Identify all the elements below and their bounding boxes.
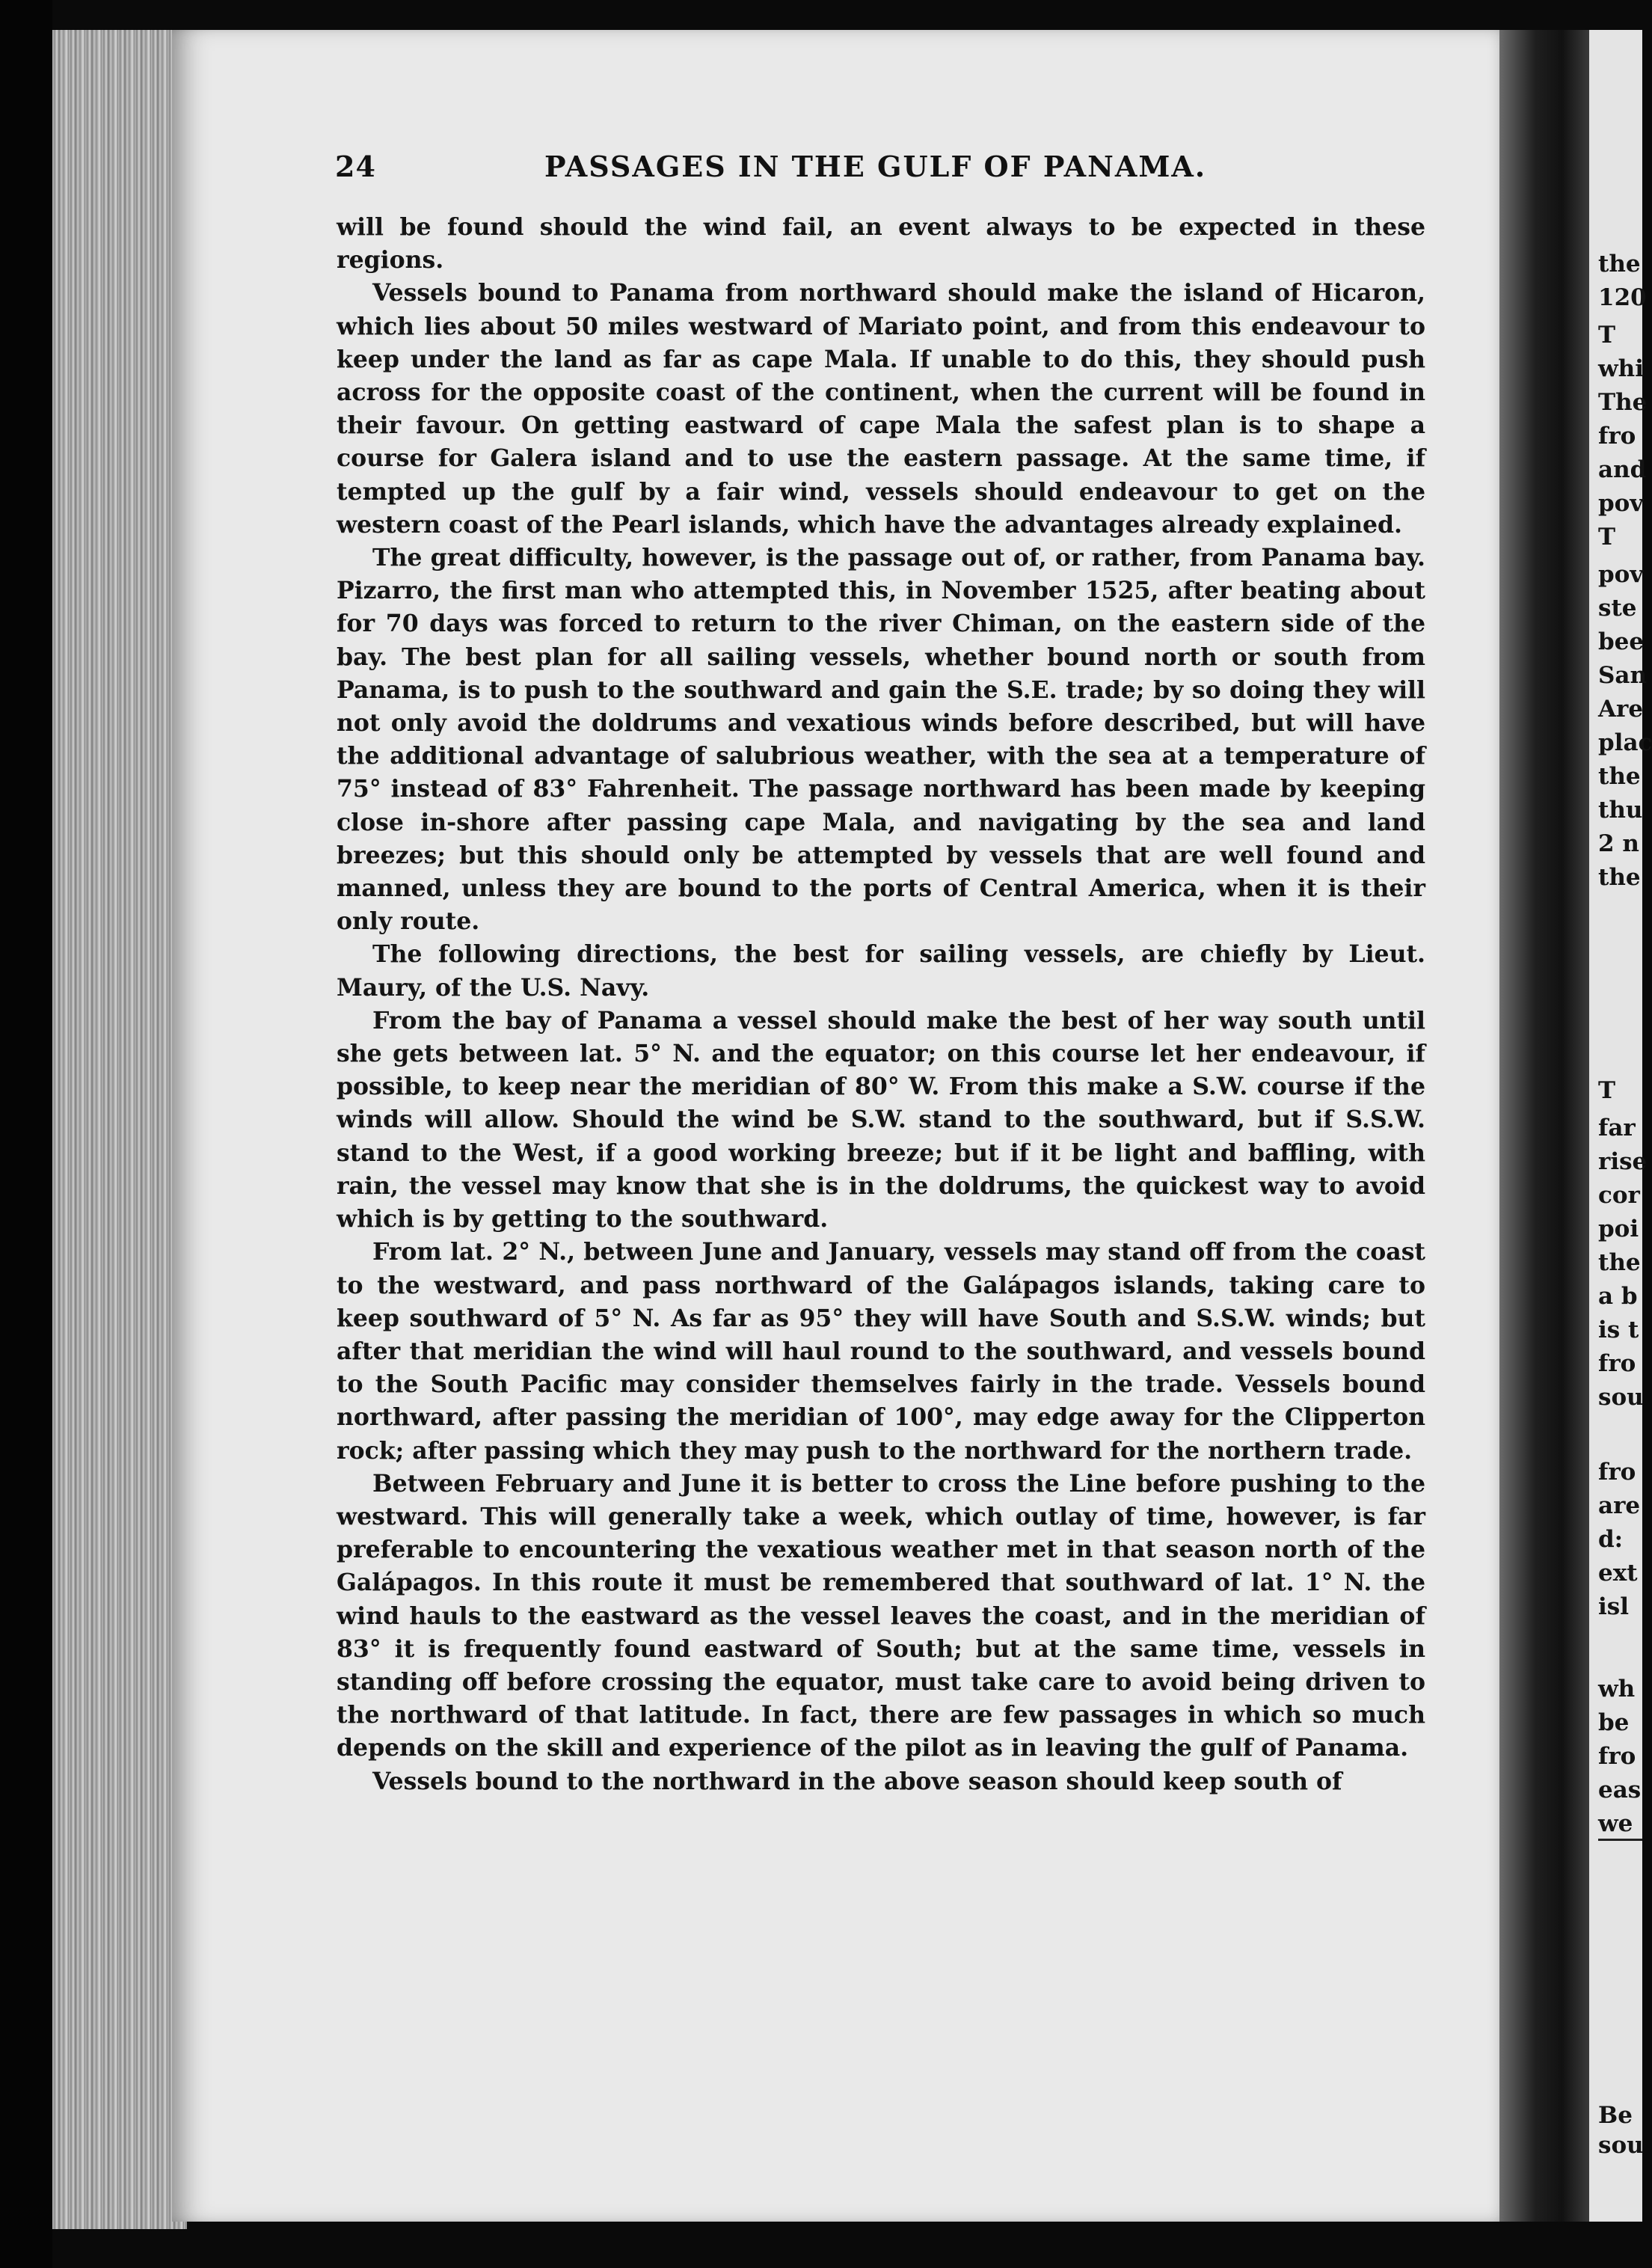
facing-page-fragment: 2 n bbox=[1598, 830, 1639, 857]
paragraph: Vessels bound to Panama from northward should make the island of Hicaron, which lies about 50 miles westward of Mariato point, and from this endeavour to keep under the land as far as cape Mala. If unable to do this, they should push across for the opposite coast of the continent, when the current will be found in their favour. On getting eastward of cape Mala the safest plan is to shape a course for Galera island and to use the eastern passage. At the same time, if tempted up the gulf by a fair wind, vessels should endeavour to get on the western coast of the Pearl islands, which have the advantages already explained. bbox=[337, 279, 1425, 539]
facing-page-fragment: ext bbox=[1598, 1560, 1638, 1587]
facing-page-fragment: isl bbox=[1598, 1593, 1630, 1620]
facing-page-fragment: the bbox=[1598, 251, 1641, 278]
paragraph: Between February and June it is better to cross the Line before pushing to the westward. This will generally take a week, which outlay of time, however, is far preferable to encountering the vexatious weather met in that season north of the Galápagos. In this route it must be remembered that southward of lat. 1° N. the wind hauls to the eastward as the vessel leaves the coast, and in the meridian of 83° it is frequently found eastward of South; but at the same time, vessels in standing off before crossing the equator, must take care to avoid being driven to the northward of that latitude. In fact, there are few passages in which so much depends on the skill and experience of the pilot as in leaving the gulf of Panama. bbox=[337, 1469, 1425, 1762]
facing-page-fragment: The bbox=[1598, 389, 1648, 416]
book-gutter bbox=[1499, 30, 1589, 2222]
paragraph: The following directions, the best for sailing vessels, are chiefly by Lieut. Maury, of the U.S. Navy. bbox=[337, 940, 1425, 1002]
facing-page-fragment: pov bbox=[1598, 490, 1644, 517]
facing-page-fragment: we bbox=[1598, 1810, 1633, 1837]
facing-page-fragment: the bbox=[1598, 763, 1641, 790]
facing-page-fragment: and bbox=[1598, 456, 1647, 483]
facing-page-fragment: pov bbox=[1598, 561, 1644, 588]
facing-page-fragment: sou bbox=[1598, 2132, 1644, 2159]
facing-page-fragment: Be bbox=[1598, 2102, 1633, 2129]
facing-page-fragment: rise bbox=[1598, 1148, 1648, 1175]
facing-page-fragment: plac bbox=[1598, 729, 1652, 756]
facing-page-fragment: be bbox=[1598, 1709, 1630, 1736]
facing-page-fragment: sou bbox=[1598, 1384, 1644, 1411]
page-number: 24 bbox=[335, 150, 376, 183]
facing-page-fragment: fro bbox=[1598, 1743, 1636, 1770]
facing-page-fragment: Are bbox=[1598, 696, 1644, 723]
paragraph: From the bay of Panama a vessel should make the best of her way south until she gets between lat. 5° N. and the equator; on this course let her endeavour, if possible, to keep near the meridian of 80° W. From this make a S.W. course if the winds will allow. Should the wind be S.W. stand to the southward, but if S.S.W. stand to the West, if a good working breeze; but if it be light and baffling, with rain, the vessel may know that she is in the doldrums, the quickest way to avoid which is by getting to the southward. bbox=[337, 1006, 1425, 1233]
facing-page-fragment: T bbox=[1598, 524, 1616, 551]
facing-page-fragment: T bbox=[1598, 1077, 1616, 1104]
facing-page-fragment: fro bbox=[1598, 423, 1636, 450]
page-title: PASSAGES IN THE GULF OF PANAMA. bbox=[544, 150, 1207, 183]
facing-page-fragment: eas bbox=[1598, 1777, 1642, 1803]
facing-page-fragment: a b bbox=[1598, 1283, 1638, 1310]
facing-page-fragment: the bbox=[1598, 1249, 1641, 1276]
paragraph: From lat. 2° N., between June and January, vessels may stand off from the coast to the westward, and pass northward of the Galápagos islands, taking care to keep southward of 5° N. As far as 95° they will have South and S.S.W. winds; but after that meridian the wind will haul round to the southward, and vessels bound to the South Pacific may consider themselves fairly in the trade. Vessels bound northward, after passing the meridian of 100°, may edge away for the Clipperton rock; after passing which they may push to the northward for the northern trade. bbox=[337, 1238, 1425, 1465]
facing-page-fragment: San bbox=[1598, 662, 1648, 689]
facing-page-fragment: bee bbox=[1598, 628, 1645, 655]
facing-page-fragment: the bbox=[1598, 864, 1641, 891]
facing-page-fragment: poi bbox=[1598, 1216, 1639, 1242]
body-text bbox=[337, 211, 1425, 1798]
facing-page-fragment: is t bbox=[1598, 1317, 1639, 1343]
running-head bbox=[335, 150, 1427, 187]
facing-page-fragment: far bbox=[1598, 1115, 1636, 1141]
facing-page-fragment: thu bbox=[1598, 797, 1643, 824]
facing-page-rule bbox=[1598, 1839, 1642, 1841]
facing-page-fragment: fro bbox=[1598, 1459, 1636, 1486]
facing-page-fragment: are bbox=[1598, 1492, 1641, 1519]
page-stack-edge bbox=[52, 30, 187, 2229]
facing-page-fragment: T bbox=[1598, 322, 1616, 349]
facing-page-edge bbox=[1589, 30, 1652, 2222]
facing-page-fragment: wh bbox=[1598, 1676, 1636, 1702]
facing-page-fragment: fro bbox=[1598, 1350, 1636, 1377]
paragraph: The great difficulty, however, is the passage out of, or rather, from Panama bay. Pizarro, the first man who attempted this, in November 1525, after beating about for 70 days was forced to return to the river Chiman, on the eastern side of the bay. The best plan for all sailing vessels, whether bound north or south from Panama, is to push to the southward and gain the S.E. trade; by so doing they will not only avoid the doldrums and vexatious winds before described, but will have the additional advantage of salubrious weather, with the sea at a temperature of 75° instead of 83° Fahrenheit. The passage northward has been made by keeping close in-shore after passing cape Mala, and navigating by the sea and land breezes; but this should only be attempted by vessels that are well found and manned, unless they are bound to the ports of Central America, when it is their only route. bbox=[337, 544, 1425, 936]
facing-page-fragment: 120 bbox=[1598, 284, 1647, 311]
facing-page-fragment: cor bbox=[1598, 1182, 1640, 1209]
paragraph: Vessels bound to the northward in the above season should keep south of bbox=[372, 1767, 1342, 1795]
paragraph: will be found should the wind fail, an event always to be expected in these regions. bbox=[337, 213, 1425, 275]
facing-page-fragment: d: bbox=[1598, 1526, 1624, 1553]
facing-page-fragment: ste bbox=[1598, 595, 1637, 622]
facing-page-fragment: whi bbox=[1598, 355, 1645, 382]
scan-border bbox=[0, 0, 52, 2268]
